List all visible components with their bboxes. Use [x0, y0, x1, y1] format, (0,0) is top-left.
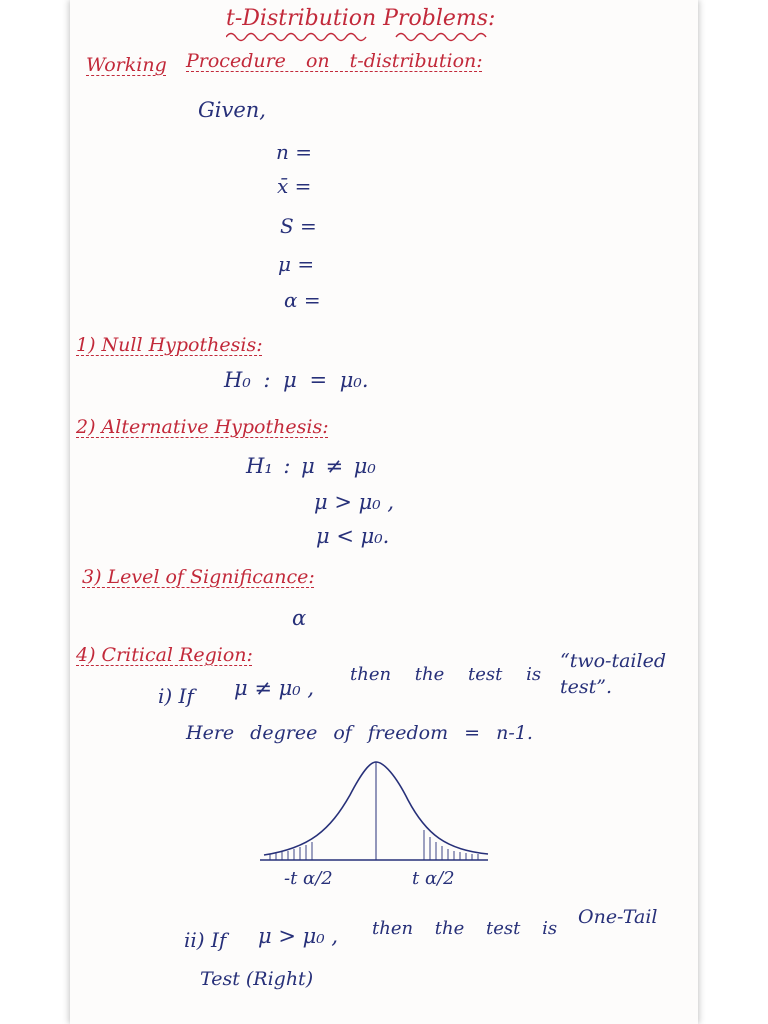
case2-then: then the test is [372, 918, 558, 939]
alt-less: μ < μ₀. [316, 524, 390, 548]
curve-label-left: -t α/2 [284, 868, 333, 889]
given-n: n = [276, 140, 312, 164]
curve-label-right: t α/2 [412, 868, 455, 889]
page-title: t-Distribution Problems: [226, 6, 496, 31]
degree-of-freedom: Here degree of freedom = n-1. [186, 722, 533, 744]
case1-lead: i) If [158, 684, 194, 708]
alt-h1: H₁ : μ ≠ μ₀ [246, 454, 376, 478]
case1-condition: μ ≠ μ₀ , [234, 676, 315, 700]
level-of-significance-heading: 3) Level of Significance: [82, 566, 315, 588]
null-hypothesis-heading: 1) Null Hypothesis: [76, 334, 263, 356]
case2-result: One-Tail [578, 906, 658, 928]
given-s: S = [280, 214, 317, 238]
case2-lead: ii) If [184, 928, 227, 952]
critical-region-heading: 4) Critical Region: [76, 644, 253, 666]
working-label: Working [86, 54, 167, 76]
given-xbar: x̄ = [277, 174, 312, 198]
given-alpha: α = [284, 288, 321, 312]
alt-greater: μ > μ₀ , [314, 490, 395, 514]
case1-then: then the test is [350, 664, 542, 685]
null-hypothesis-formula: H₀ : μ = μ₀. [224, 368, 369, 392]
given-label: Given, [198, 98, 266, 122]
alternative-hypothesis-heading: 2) Alternative Hypothesis: [76, 416, 329, 438]
case2-condition: μ > μ₀ , [258, 924, 339, 948]
left-critical-shading [270, 842, 312, 860]
significance-alpha: α [292, 606, 307, 630]
working-heading-rest: Procedure on t-distribution: [186, 50, 483, 72]
case2-result-continued: Test (Right) [200, 968, 314, 990]
title-squiggle [226, 30, 496, 44]
case1-result: “two-tailed test”. [560, 650, 666, 698]
given-mu: μ = [278, 252, 315, 276]
